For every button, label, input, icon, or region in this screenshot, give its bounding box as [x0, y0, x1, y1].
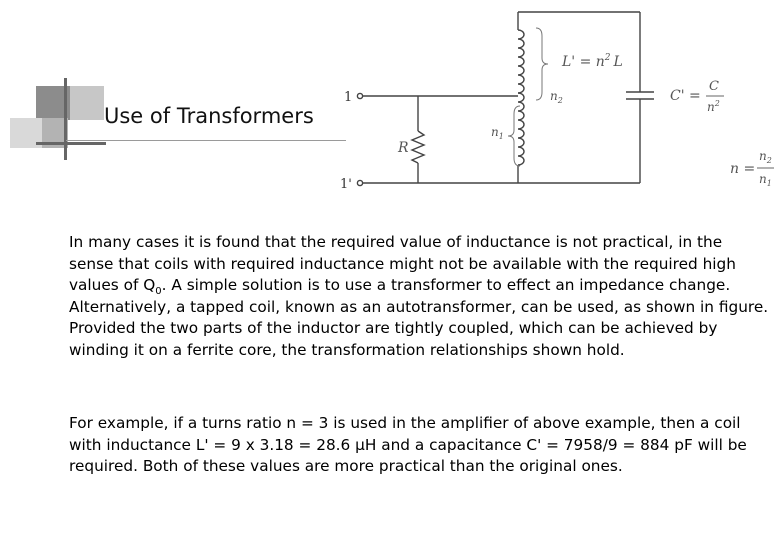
title-underline: [66, 140, 346, 141]
autotransformer-circuit-diagram: [330, 8, 775, 198]
paragraph-example: For example, if a turns ratio n = 3 is used in the amplifier of above example, then a coil with inductance L' = 9 x 3.18 = 28.6 µH and a capacitance C' = 7958/9 = 884 pF will be required. Both of these values are more practical than the original ones.: [69, 414, 747, 476]
capacitance-equation-lhs: C' =: [670, 88, 701, 104]
capacitance-numerator: C: [709, 79, 719, 94]
slide-title: Use of Transformers: [104, 104, 314, 128]
terminal-1-prime-label: 1': [340, 177, 352, 192]
decorative-corner-squares: [0, 0, 120, 170]
turns-ratio-denominator: $n_1$: [759, 172, 772, 188]
paragraph-autotransformer: In many cases it is found that the required value of inductance is not practical, in the sense that coils with required inductance might not be available with the required high values of $Q_0$. A simple solution is to use a transformer to effect an impedance change. Alternatively, a tapped coil, known as an autotransformer, can be used, as shown in figure. Provided the two parts of the inductor are tightly coupled, which can be achieved by winding it on a ferrite core, the transformation relationships shown hold.: [69, 233, 769, 359]
resistor-label: R: [398, 140, 409, 156]
capacitance-denominator: $n^2$: [707, 99, 720, 114]
tap-lower-label: $n_1$: [491, 125, 504, 141]
turns-ratio-lhs: n =: [730, 161, 756, 177]
terminal-1-label: 1: [344, 90, 353, 105]
tap-upper-label: $n_2$: [550, 89, 563, 105]
turns-ratio-numerator: $n_2$: [759, 149, 772, 165]
inductance-equation: $L' = n^2$ L: [562, 53, 623, 70]
